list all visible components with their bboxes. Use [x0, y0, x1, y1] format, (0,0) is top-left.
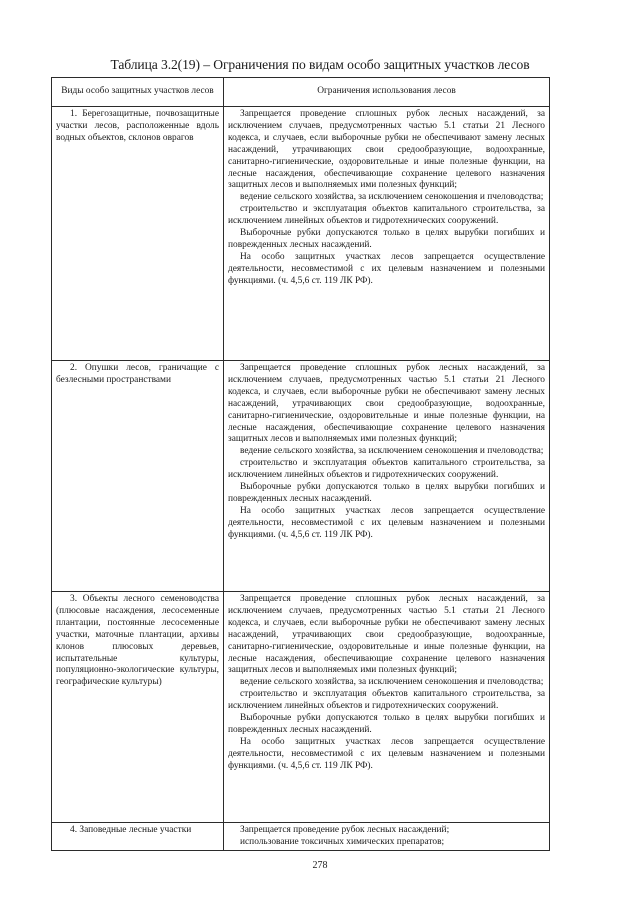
- rule-paragraph: Запрещается проведение сплошных рубок лесных насаждений, за исключением случаев, предусмотренных частью 5.1 статьи 21 Лесного кодекса, и случаев, если выборочные рубки не обеспечивают замену лесных насаждений, утрачивающих свои средообразующие, водоохранные, санитарно-гигиенические, оздоровительные и иные полезные функции, на лесные насаждения, обеспечивающие сохранение целевого назначения защитных лесов и выполняемых ими полезных функций;: [228, 109, 545, 191]
- restrictions-table: [51, 77, 550, 851]
- rule-paragraph: ведение сельского хозяйства, за исключением сенокошения и пчеловодства;: [240, 677, 544, 688]
- rule-paragraph: Выборочные рубки допускаются только в целях вырубки погибших и поврежденных лесных насаждений.: [228, 713, 545, 735]
- row-kind: 4. Заповедные лесные участки: [52, 823, 224, 851]
- table-caption: Таблица 3.2(19) – Ограничения по видам особо защитных участков лесов: [110, 57, 530, 72]
- rule-paragraph: Выборочные рубки допускаются только в целях вырубки погибших и поврежденных лесных насаждений.: [228, 482, 545, 504]
- rule-paragraph: Запрещается проведение сплошных рубок лесных насаждений, за исключением случаев, предусмотренных частью 5.1 статьи 21 Лесного кодекса, и случаев, если выборочные рубки не обеспечивают замену лесных насаждений, утрачивающих свои средообразующие, водоохранные, санитарно-гигиенические, оздоровительные и иные полезные функции, на лесные насаждения, обеспечивающие сохранение целевого назначения защитных лесов и выполняемых ими полезных функций;: [228, 363, 545, 445]
- table-row: [52, 361, 550, 592]
- table-row: [52, 107, 550, 361]
- rule-paragraph: Запрещается проведение сплошных рубок лесных насаждений, за исключением случаев, предусмотренных частью 5.1 статьи 21 Лесного кодекса, и случаев, если выборочные рубки не обеспечивают замену лесных насаждений, утрачивающих свои средообразующие, водоохранные, санитарно-гигиенические, оздоровительные и иные полезные функции, на лесные насаждения, обеспечивающие сохранение целевого назначения защитных лесов и выполняемых ими полезных функций;: [228, 594, 545, 676]
- row-rules: [224, 592, 550, 823]
- table-row: [52, 823, 550, 851]
- row-kind: 2. Опушки лесов, граничащие с безлесными пространствами: [52, 361, 224, 592]
- row-rules: [224, 107, 550, 361]
- header-restrictions: Ограничения использования лесов: [224, 78, 550, 107]
- rule-paragraph: На особо защитных участках лесов запрещается осуществление деятельности, несовместимой с их целевым назначением и полезными функциями. (ч. 4,5,6 ст. 119 ЛК РФ).: [228, 736, 545, 771]
- rule-paragraph: строительство и эксплуатация объектов капитального строительства, за исключением линейных объектов и гидротехнических сооружений.: [228, 689, 545, 712]
- table-row: [52, 592, 550, 823]
- page-number: 278: [312, 860, 328, 871]
- rule-paragraph: Выборочные рубки допускаются только в целях вырубки погибших и поврежденных лесных насаждений.: [228, 228, 545, 250]
- rule-paragraph: ведение сельского хозяйства, за исключением сенокошения и пчеловодства;: [240, 446, 544, 457]
- table-header-row: [52, 78, 550, 107]
- rule-paragraph: строительство и эксплуатация объектов капитального строительства, за исключением линейных объектов и гидротехнических сооружений.: [228, 458, 545, 481]
- rule-paragraph: использование токсичных химических препаратов;: [240, 836, 445, 847]
- row-kind: 3. Объекты лесного семеноводства (плюсовые насаждения, лесосеменные плантации, постоянные лесосеменные участки, маточные плантации, архивы клонов плюсовых деревьев, испытательные культуры, популяционно-экологические культуры, географические культуры): [52, 592, 224, 823]
- rule-paragraph: На особо защитных участках лесов запрещается осуществление деятельности, несовместимой с их целевым назначением и полезными функциями. (ч. 4,5,6 ст. 119 ЛК РФ).: [228, 505, 545, 540]
- rule-paragraph: ведение сельского хозяйства, за исключением сенокошения и пчеловодства;: [240, 192, 544, 203]
- row-rules: [224, 823, 550, 851]
- header-kinds: Виды особо защитных участков лесов: [52, 78, 224, 107]
- rule-paragraph: Запрещается проведение рубок лесных насаждений;: [240, 825, 450, 835]
- rule-paragraph: строительство и эксплуатация объектов капитального строительства, за исключением линейных объектов и гидротехнических сооружений.: [228, 204, 545, 227]
- row-kind: 1. Берегозащитные, почвозащитные участки лесов, расположенные вдоль водных объектов, склонов оврагов: [52, 107, 224, 361]
- rule-paragraph: На особо защитных участках лесов запрещается осуществление деятельности, несовместимой с их целевым назначением и полезными функциями. (ч. 4,5,6 ст. 119 ЛК РФ).: [228, 251, 545, 286]
- row-rules: [224, 361, 550, 592]
